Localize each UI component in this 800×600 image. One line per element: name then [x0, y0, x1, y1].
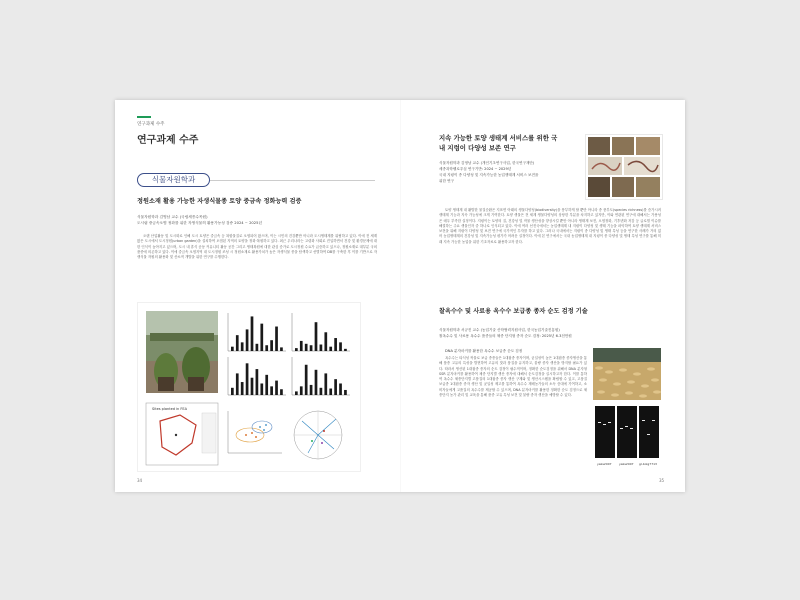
- page-title: 연구과제 수주: [137, 135, 199, 146]
- bar-chart-bar: [329, 347, 332, 351]
- bar-chart-bar: [344, 349, 347, 351]
- project1-meta-line: 국내 지렁이 종 다양성 및 지속가능한 농업생태계 서비스 보전을: [439, 173, 539, 177]
- project1-meta: [439, 160, 579, 184]
- bar-chart-bar: [260, 383, 263, 395]
- bar-chart-panel-4: [292, 357, 350, 395]
- gel-label-2: yaks2007: [619, 462, 634, 466]
- project1-meta-line: 세종과학펠로우십 연구기반: 2024 ~ 2029년: [439, 167, 512, 171]
- project-meta: [137, 214, 377, 226]
- bar-chart-bar: [265, 375, 268, 395]
- bar-chart-bar: [305, 365, 308, 395]
- bar-chart-bar: [251, 316, 254, 351]
- bar-chart-bar: [295, 348, 298, 351]
- bar-chart-bar: [251, 378, 254, 395]
- section-label: 연구과제 수주: [137, 122, 165, 127]
- project2-title: 찰옥수수 및 사료용 옥수수 보급종 종자 순도 검정 기술: [439, 308, 588, 315]
- project1-body: 토양 생태계 내 활발한 물질순환은 지표면 아래의 생물다양성(biodiversity)을 풍부하게 할 뿐만 아니라 종 풍부도(species richness)를 증가시켜 생태계 기능과 지속 가능성에 크게 기여한다. 토양 생물은 전 세계 생물다양성의 상당한 부분을 차지하고 있지만, 이와 연관된 연구에 대해서는 가용성은 매우 부족한 실정이다. 지렁이는 토양의 질, 건강성 및 작물 생산성을 향상시킬 뿐만 아니라 생태계 보전, 오염정화, 기후변화 저감 등 글로벌 이슈를 해결하는 주요 생물인자 중 하나로 인식되고 있다. 이에 여러 선진국에서는 농업생태계 내 지렁이 다양성 및 생태 기능을 파악하여 토양 생태계 서비스 보전을 위해 지렁이 다양성 및 보전 연구에 국가적인 투자를 하고 있다. 그러나 국내에서는 지렁이 종 다양성 및 생태 특성 등을 연구한 사례가 거의 없어 농업생태계의 건강성 및 지속가능성 평가가 어려운 실정이다. 이에 본 연구에서는 국내 농업생태계 내 지렁이 종 다양성 및 생태 특성 연구를 통해 미래 지속 가능한 농업을 위한 기초자료로 활용하고자 한다.: [439, 208, 661, 244]
- project1-title: [439, 133, 557, 153]
- project2-meta-line: 식물자원학과 서규진 교수 (농업기술 산학협력지원사업, 한국농업기술진흥원): [439, 328, 560, 332]
- bar-chart-bar: [339, 342, 342, 351]
- bar-chart-bar: [320, 345, 323, 351]
- bar-chart-bar: [275, 327, 278, 351]
- bar-chart-bar: [280, 347, 283, 351]
- bar-chart-bar: [270, 340, 273, 351]
- bar-chart-bar: [339, 383, 342, 395]
- bar-chart-bar: [236, 373, 239, 395]
- bar-chart-bar: [256, 344, 259, 351]
- scatter-plot-panel: [224, 407, 284, 463]
- bar-chart-bar: [246, 329, 249, 351]
- gel-label-1: yaks2007: [597, 462, 612, 466]
- bar-chart-bar: [344, 390, 347, 395]
- site-map-title: Sites planted in FEA: [152, 407, 187, 411]
- right-page: [401, 100, 685, 492]
- project1-meta-line: 식물자원학과 김영남 교수 (개인기초연구사업, 한국연구재단): [439, 161, 535, 165]
- bar-chart-panel-3: [228, 357, 286, 395]
- bar-chart-bar: [320, 388, 323, 395]
- bar-chart-bar: [324, 373, 327, 395]
- bar-chart-bar: [315, 370, 318, 395]
- project1-title-line: 지속 가능한 토양 생태계 서비스를 위한 국: [439, 134, 558, 142]
- bar-chart-bar: [315, 322, 318, 351]
- department-badge: 식물자원학과: [137, 173, 210, 187]
- project1-title-line: 내 지렁이 다양성 보존 연구: [439, 144, 516, 152]
- earthworm-photos: [586, 135, 662, 199]
- bar-chart-bar: [260, 324, 263, 351]
- project1-meta-line: 위한 연구: [439, 179, 455, 183]
- project-figure: [137, 302, 361, 472]
- bar-chart-bar: [334, 379, 337, 395]
- bar-chart-bar: [270, 386, 273, 395]
- bar-chart-bar: [241, 382, 244, 395]
- bar-chart-bar: [231, 388, 234, 395]
- bar-chart-bar: [300, 386, 303, 395]
- page-number-left: 34: [137, 478, 143, 483]
- project-title: 정원소재 활용 가능한 자생식물종 토양 중금속 정화능력 검증: [137, 198, 302, 205]
- bar-chart-bar: [236, 335, 239, 351]
- project2-subhead: DNA 분자마커를 활용한 옥수수 보급종 순도 검정: [445, 349, 523, 353]
- bar-chart-bar: [256, 369, 259, 395]
- figure-panels: [138, 303, 360, 471]
- bar-chart-bar: [241, 342, 244, 351]
- bar-chart-bar: [265, 345, 268, 351]
- gel-images: [593, 404, 661, 468]
- left-page: [115, 100, 400, 492]
- bar-chart-bar: [310, 385, 313, 395]
- book-spread: [115, 100, 685, 492]
- bar-chart-bar: [275, 381, 278, 395]
- bar-chart-panel-2: [292, 313, 350, 351]
- bar-chart-bar: [310, 345, 313, 351]
- project2-meta-line: 찰옥수수 및 사료용 옥수수 품종들의 채종 단지형 종자 순도 검정: 2025년 6.3천만원: [439, 334, 572, 338]
- bar-chart-bar: [324, 332, 327, 351]
- bar-chart-bar: [295, 391, 298, 395]
- gel-label-3: gl-bolg7713: [639, 462, 657, 466]
- project-body: 오랜 산업활동 및 도시화로 인해 도시 토양은 중금속 등 복합물질로 오염되어 왔으며, 이는 시민의 건강뿐만 아니라 도시생태계를 위협하고 있다. 이에 전 세계 많은 도시에서 도시정원(urban garden)을 설치하여 오염된 지역의 토양을 정화·복원하고 있다. 최근 우리나라는 고령화 사회로 진입하면서 건강 및 환경문제에 대한 인식이 높아지고 있으며, 도시 내 휴식 공동 커뮤니티 활동 공간 그리고 생태복원에 대한 관심 증가로 도시정원 수요가 급증하고 있으나, 정원소재로 대부분 국외품종에 의존하고 있다. 이에 중금속 오염지역 내 도시정원 조성 시 정원소재로 활용가치가 높은 자생식물 종을 탐색하고 선별하여 DB를 구축한 후 이를 기반으로 자생식물 자원의 활용화 및 산소적 개발을 위한 연구를 수행한다.: [137, 234, 377, 260]
- project2-body: 옥수수는 타식성 작물로 보급 종종들은 1대잡종 종자이며, 균일성이 높은 1대잡종 종자생산을 통해 품종 고유의 특성을 발현하여 고유의 맛과 품질을 유지하고, 불량 종자 생산을 방지할 필요가 있다. 따라서 생산된 1대잡종 종자의 순도 검정이 필수적이며, 정확한 순도검정을 위해서 DNA 분자형 SSR 분자마커를 활용하여 채종 단지별 생산 종자에 대해서 순도검정을 실시하고자 한다. 이를 통하여 옥수수 채종단지별 고품질의 1대잡종 종자 생산 구계와 및 생산시스템을 확립할 수 있고, 고품질 보급종 1대잡종 종자 생산 및 균일성 제고를 통하여 옥수수 재배농가들의 소득 증대에 기여하고, 소비자들에게 고품질의 옥수수를 제공할 수 있으며, DNA 분자마커를 활용한 정확한 순도 검정으로 채종단지 농가 관리 및 교육을 통해 품종 고유 특성 보전 및 불량 종자 생산을 예방할 수 있다.: [439, 356, 587, 398]
- bar-chart-bar: [334, 338, 337, 351]
- earthworm-collage: [585, 134, 663, 200]
- gel-electrophoresis-figure: [593, 404, 661, 468]
- bar-chart-bar: [300, 341, 303, 351]
- bar-chart-bar: [280, 389, 283, 395]
- bar-chart-panel-1: [228, 313, 286, 351]
- bar-chart-bar: [231, 347, 234, 351]
- bar-chart-bar: [329, 389, 332, 395]
- corn-photo: [593, 348, 661, 400]
- department-rule: [210, 180, 375, 181]
- bar-chart-bar: [305, 344, 308, 351]
- plant-pots-photo: [146, 311, 218, 393]
- site-map-panel: [146, 403, 218, 465]
- corn-field-photo: [593, 348, 661, 400]
- pca-biplot-panel: [294, 411, 342, 459]
- bar-chart-bar: [246, 363, 249, 395]
- section-accent-bar: [137, 116, 151, 118]
- project2-meta: [439, 327, 661, 339]
- project-meta-line: 식물자원학과 김영남 교수 (국립세종수목원): [137, 215, 208, 219]
- page-number-right: 35: [659, 478, 665, 483]
- project-meta-line: 도시림 중금속오염 정화를 위한 자생식물의 활용가능성 검증 2024 ~ 2025년: [137, 221, 263, 225]
